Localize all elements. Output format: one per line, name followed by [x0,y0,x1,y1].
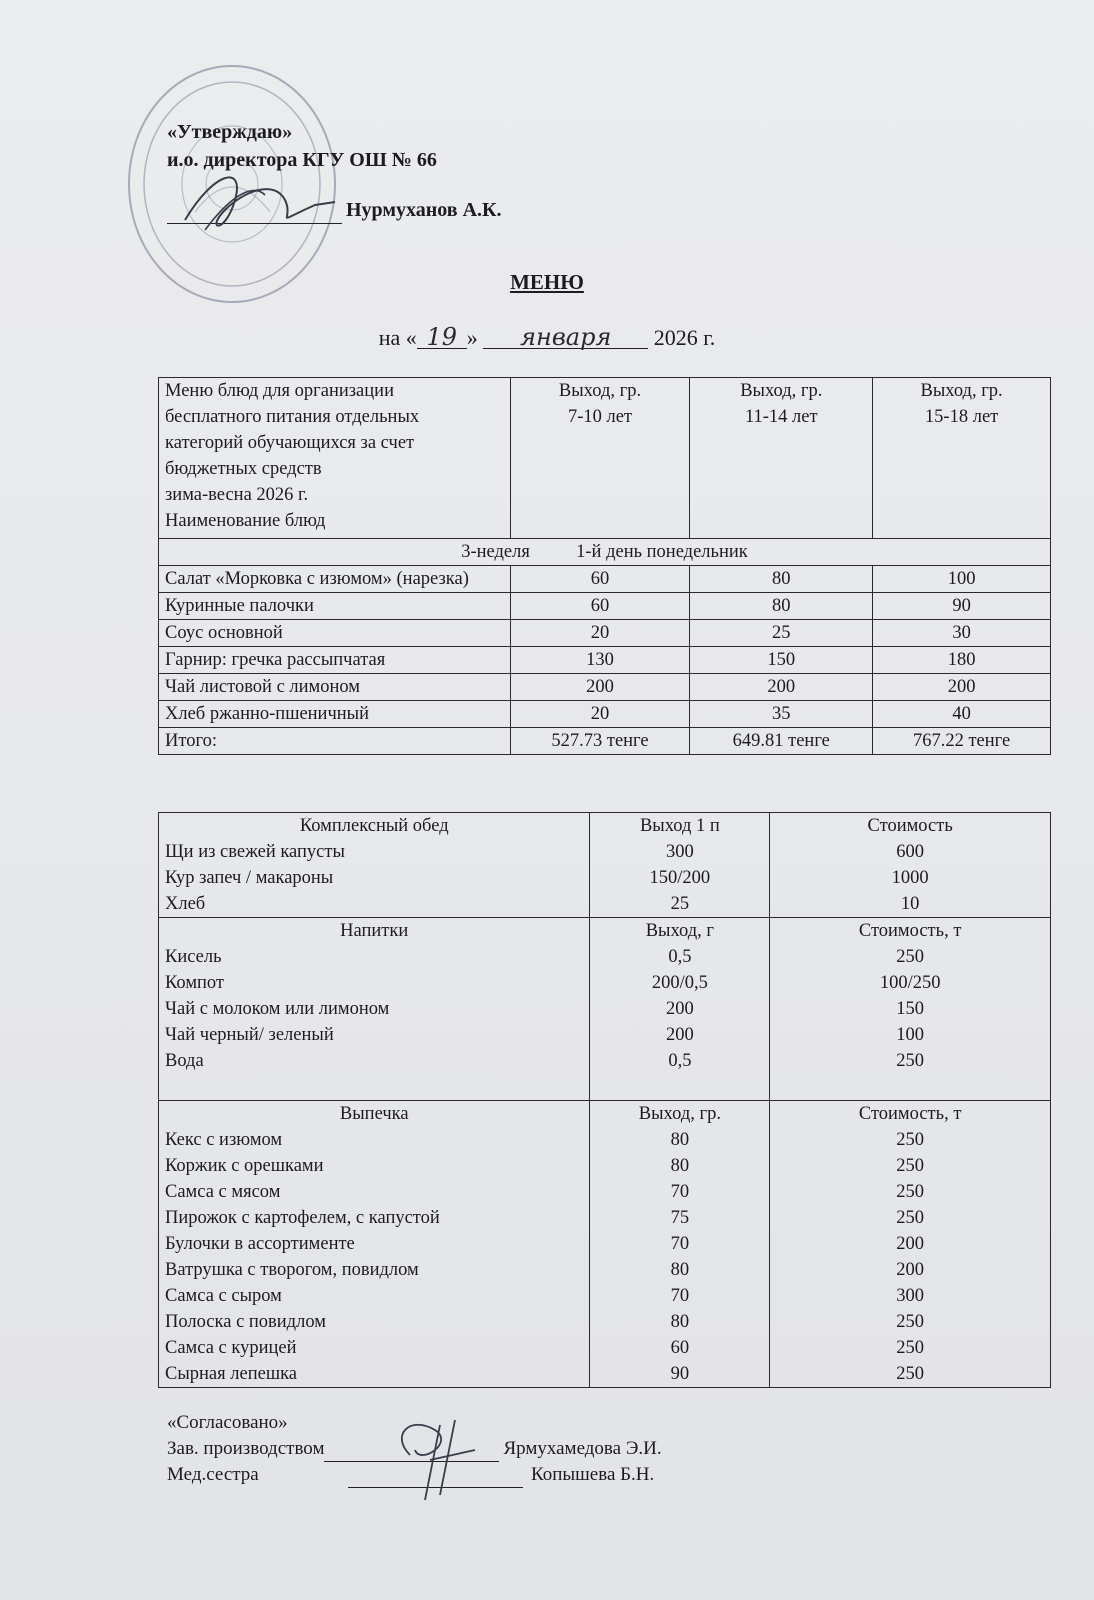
table-row: Кекс с изюмом 80 250 [159,1127,1051,1153]
table-row: Компот 200/0,5 100/250 [159,970,1051,996]
table-header-row [159,378,1051,539]
table-row: Вода 0,5 250 [159,1048,1051,1074]
table-row: Куринные палочки 60 80 90 [159,593,1051,620]
table-row: Соус основной 20 25 30 [159,620,1051,647]
table-row: Чай черный/ зеленый 200 100 [159,1022,1051,1048]
spacer-row [159,1074,1051,1101]
table-row: Чай листовой с лимоном 200 200 200 [159,674,1051,701]
table-row: Самса с сыром 70 300 [159,1283,1051,1309]
table-row: Коржик с орешками 80 250 [159,1153,1051,1179]
table-row: Кисель 0,5 250 [159,944,1051,970]
table-row: Гарнир: гречка рассыпчатая 130 150 180 [159,647,1051,674]
paid-menu-table [158,812,1051,1388]
menu-date [0,325,1094,351]
table-row: Пирожок с картофелем, с капустой 75 250 [159,1205,1051,1231]
table-row: Хлеб ржанно-пшеничный 20 35 40 [159,701,1051,728]
page-title: МЕНЮ [510,270,584,294]
section-header-bakery: Выпечка Выход, гр. Стоимость, т [159,1101,1051,1128]
free-meals-table [158,377,1051,755]
table-row: Салат «Морковка с изюмом» (нарезка) 60 80 100 [159,566,1051,593]
signature-icon [380,1405,500,1505]
week-day-row: 3-неделя 1-й день понедельник [159,539,1051,566]
table-row: Самса с мясом 70 250 [159,1179,1051,1205]
approver-name: Нурмуханов А.К. [346,199,502,221]
table-row: Чай с молоком или лимоном 200 150 [159,996,1051,1022]
date-prefix: на « [378,325,417,350]
approval-heading: «Утверждаю» [167,121,293,143]
header-age-7-10: Выход, гр. 7-10 лет [510,378,690,539]
date-year: 2026 г. [653,325,716,350]
signature-icon [175,160,345,240]
header-dish-name: Меню блюд для организации бесплатного питания отдельных категорий обучающихся за счет бюджетных средств зима-весна 2026 г. Наименование блюд [159,378,511,539]
name-production-head: Ярмухамедова Э.И. [503,1438,662,1459]
name-nurse: Копышева Б.Н. [531,1464,655,1485]
date-day: 19 [417,326,467,349]
date-month: января [483,326,648,349]
role-production-head: Зав. производством [167,1438,325,1459]
approver-position: и.о. директора КГУ ОШ № 66 [167,149,437,171]
section-header-drinks: Напитки Выход, г Стоимость, т [159,918,1051,945]
table-row: Сырная лепешка 90 250 [159,1361,1051,1388]
table-row: Полоска с повидлом 80 250 [159,1309,1051,1335]
table-row: Ватрушка с творогом, повидлом 80 200 [159,1257,1051,1283]
agreed-heading: «Согласовано» [167,1412,288,1433]
table-row: Щи из свежей капусты 300 600 [159,839,1051,865]
header-age-11-14: Выход, гр. 11-14 лет [690,378,873,539]
date-mid: » [466,325,478,350]
section-header-lunch: Комплексный обед Выход 1 п Стоимость [159,813,1051,840]
table-row: Булочки в ассортименте 70 200 [159,1231,1051,1257]
table-row: Кур запеч / макароны 150/200 1000 [159,865,1051,891]
role-nurse: Мед.сестра [167,1464,259,1485]
table-row: Хлеб 25 10 [159,891,1051,918]
total-row: Итого: 527.73 тенге 649.81 тенге 767.22 тенге [159,728,1051,755]
table-row: Самса с курицей 60 250 [159,1335,1051,1361]
header-age-15-18: Выход, гр. 15-18 лет [873,378,1051,539]
